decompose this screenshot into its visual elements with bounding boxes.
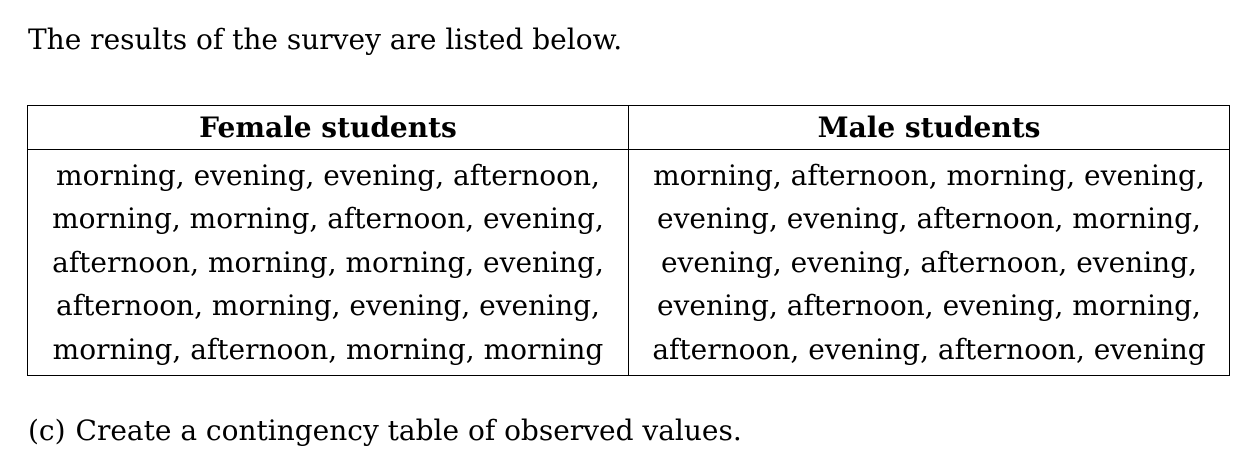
male-response-line: evening, evening, afternoon, evening, bbox=[660, 245, 1198, 279]
survey-results-table bbox=[27, 105, 1230, 376]
male-response-line: afternoon, evening, afternoon, evening bbox=[652, 332, 1206, 366]
header-female-students: Female students bbox=[28, 106, 629, 150]
header-male-students: Male students bbox=[629, 106, 1230, 150]
question-label: (c) bbox=[28, 414, 66, 447]
female-responses-cell bbox=[28, 150, 629, 376]
female-response-line: morning, evening, evening, afternoon, bbox=[56, 159, 600, 192]
male-responses-cell bbox=[629, 150, 1230, 376]
female-response-line: afternoon, morning, morning, evening, bbox=[52, 245, 604, 279]
question-text: Create a contingency table of observed values. bbox=[75, 414, 742, 447]
male-response-line: morning, afternoon, morning, evening, bbox=[653, 159, 1205, 192]
question-c bbox=[28, 411, 742, 451]
female-response-line: morning, afternoon, morning, morning bbox=[52, 332, 604, 366]
female-response-line: morning, morning, afternoon, evening, bbox=[52, 202, 604, 236]
female-response-line: afternoon, morning, evening, evening, bbox=[56, 289, 600, 323]
table-row bbox=[28, 150, 1230, 376]
male-response-line: evening, afternoon, evening, morning, bbox=[657, 289, 1201, 323]
male-response-line: evening, evening, afternoon, morning, bbox=[657, 202, 1201, 236]
intro-text: The results of the survey are listed below. bbox=[28, 23, 623, 56]
table-header-row bbox=[28, 106, 1230, 150]
